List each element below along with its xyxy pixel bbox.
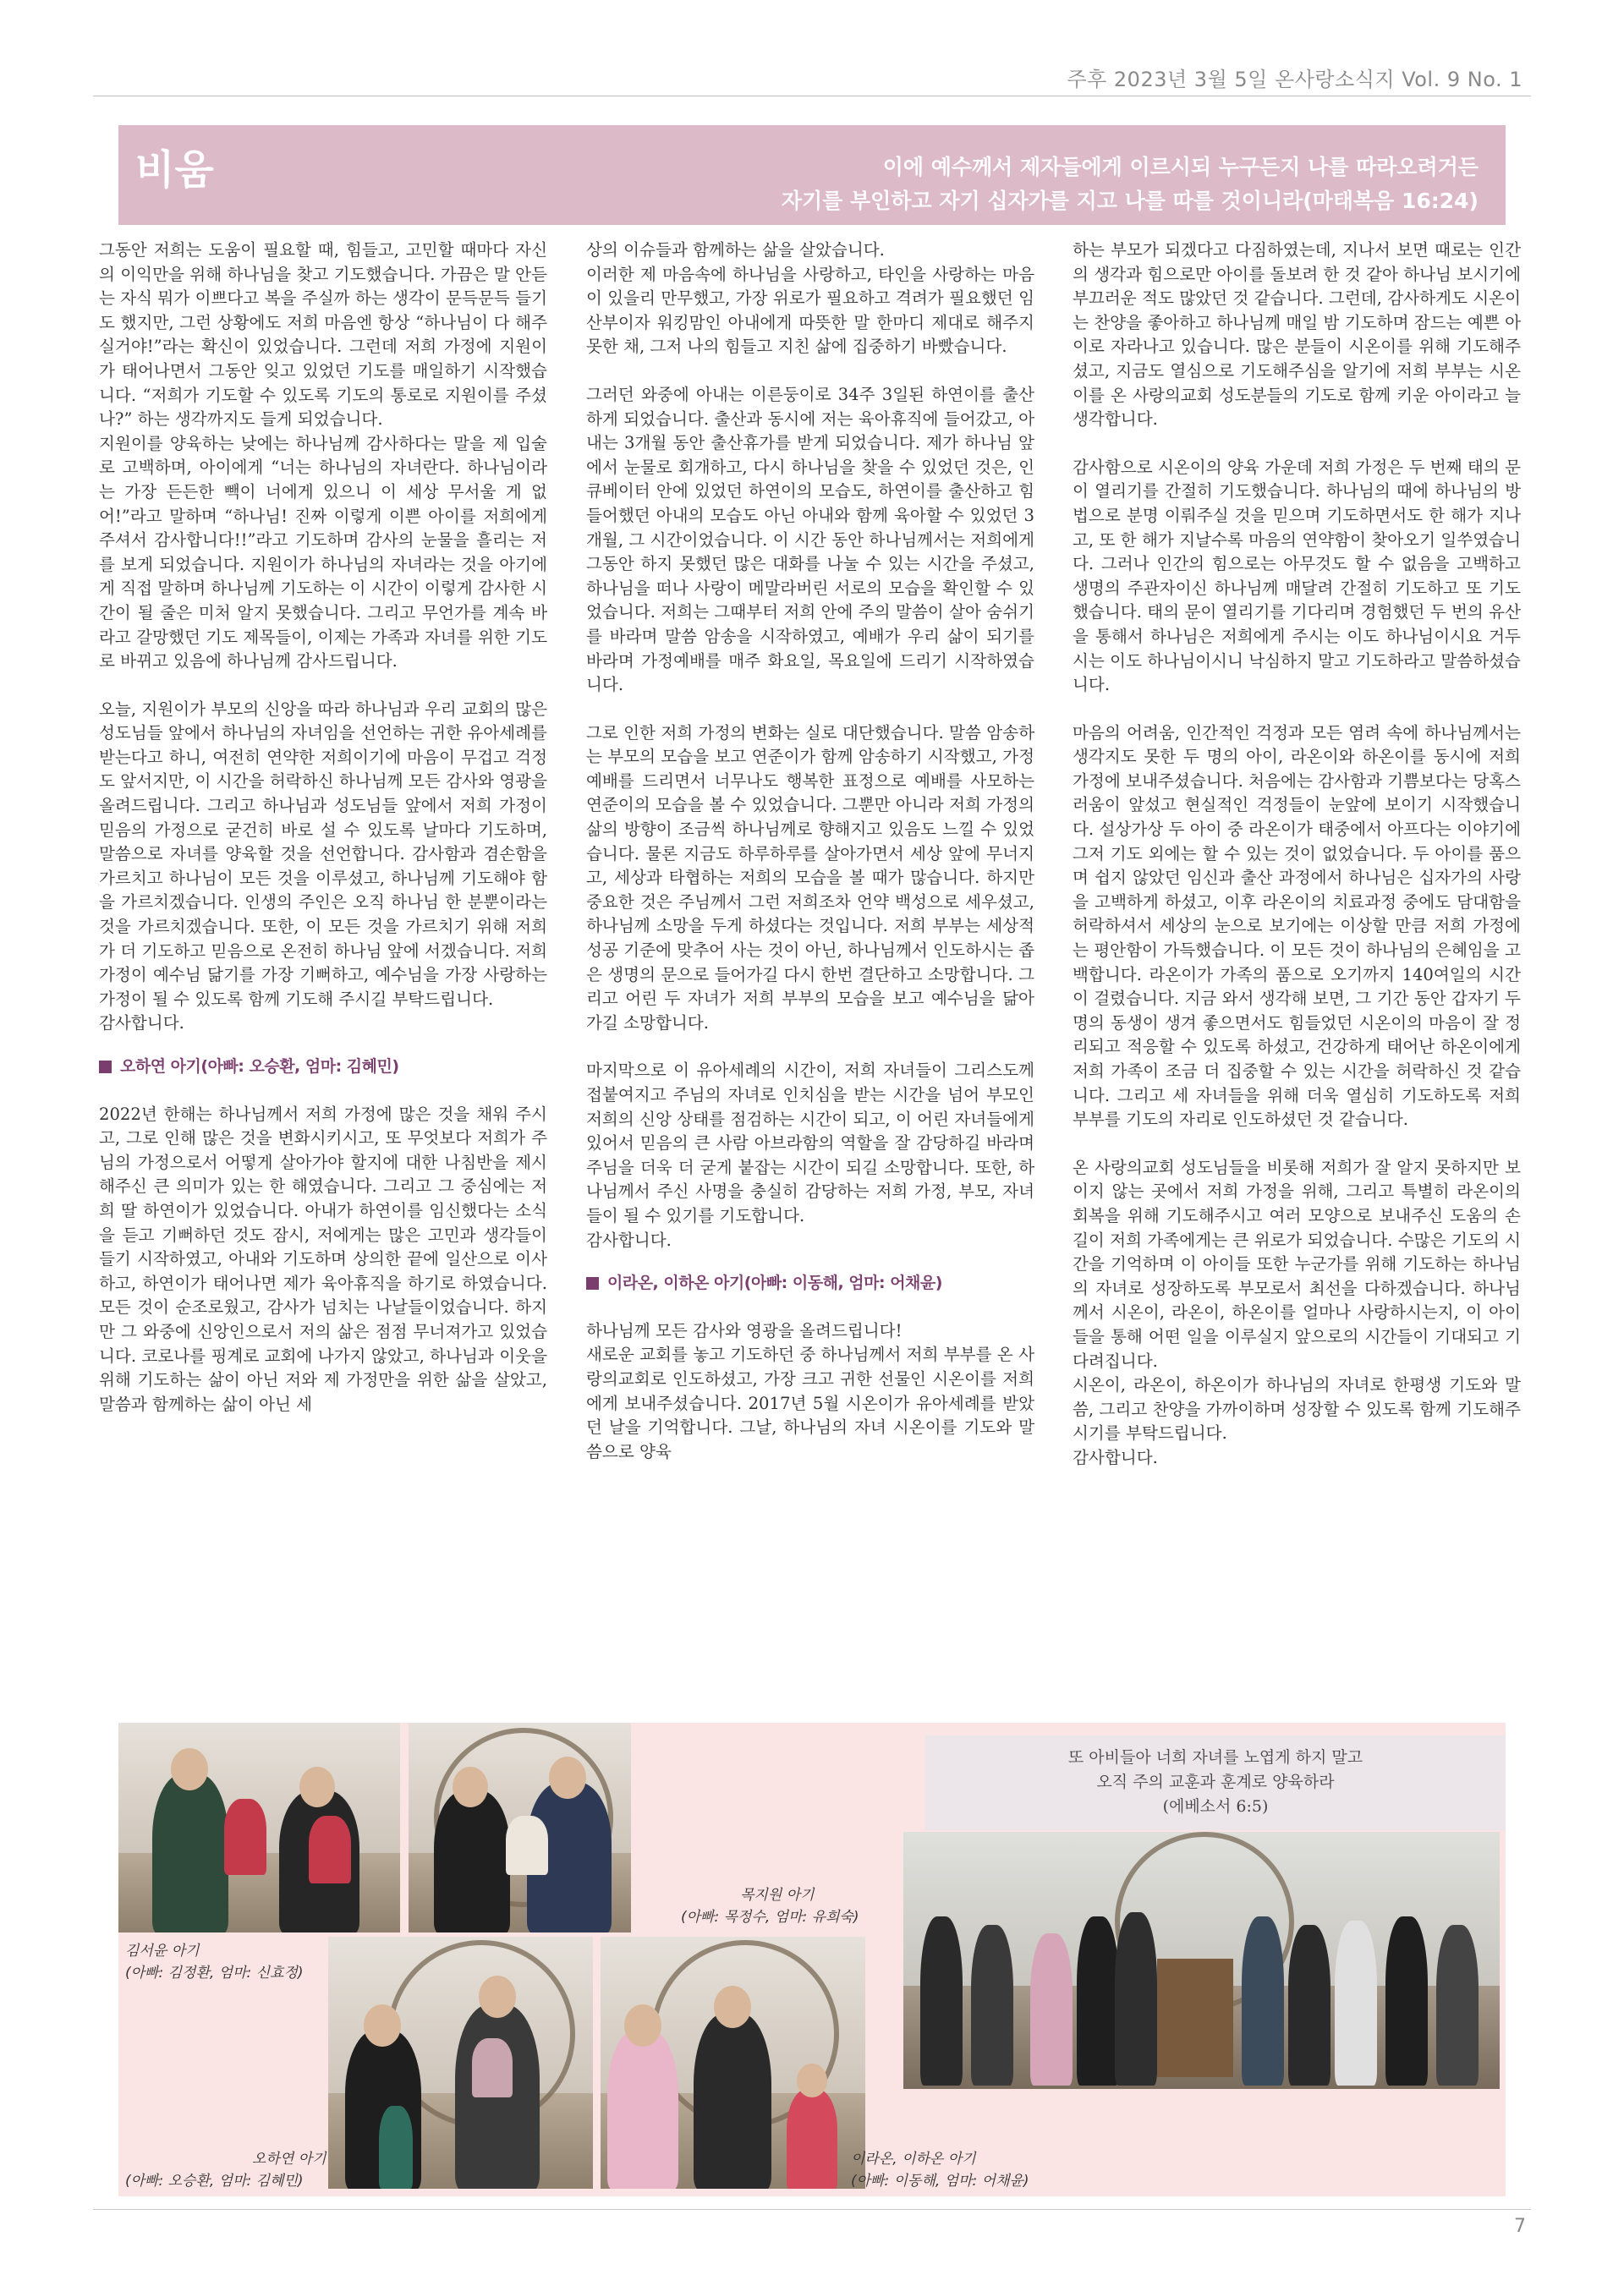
subhead-lee [586, 1271, 1034, 1296]
caption-oh-line1: 오하연 아기 [252, 2151, 326, 2168]
caption-lee-line1: 이라온, 이하온 아기 [851, 2151, 976, 2168]
paragraph: 그로 인한 저희 가정의 변화는 실로 대단했습니다. 말씀 암송하는 부모의 모습을 보고 연준이가 함께 암송하기 시작했고, 가정예배를 드리면서 너무나도 행복한 표정으로 예배를 사모하는 연준이의 모습을 볼 수 있었습니다. 그뿐만 아니라 저희 가정의 삶의 방향이 조금씩 하나님께로 향해지고 있음도 느낄 수 있었습니다. 물론 지금도 하루하루를 살아가면서 세상 앞에 무너지고, 세상과 타협하는 저희의 모습을 볼 때가 많습니다. 하지만 중요한 것은 주님께서 그런 저희조차 언약 백성으로 세우셨고, 하나님께 소망을 두게 하셨다는 것입니다. 저희 부부는 세상적 성공 기준에 맞추어 사는 것이 아닌, 하나님께서 인도하시는 좁은 생명의 문으로 들어가길 다시 한번 결단하고 소망합니다. 그리고 어린 두 자녀가 저희 부부의 모습을 보고 예수님을 닮아 가길 소망합니다. [586, 722, 1034, 1033]
caption-mok-line2: (아빠: 목정수, 엄마: 유희숙) [681, 1909, 859, 1926]
caption-lee-line2: (아빠: 이동해, 엄마: 어채윤) [851, 2173, 1029, 2190]
photo-verse-line1: 또 아비들아 너희 자녀를 노엽게 하지 말고 [1067, 1748, 1363, 1767]
paragraph: 시온이, 라온이, 하온이가 하나님의 자녀로 한평생 기도와 말씀, 그리고 찬양을 가까이하며 성장할 수 있도록 함께 기도해주시기를 부탁드립니다. [1073, 1375, 1521, 1444]
caption-kim-line1: 김서윤 아기 [125, 1943, 200, 1960]
paragraph: 그러던 와중에 아내는 이른둥이로 34주 3일된 하연이를 출산하게 되었습니다. 출산과 동시에 저는 육아휴직에 들어갔고, 아내는 3개월 동안 출산휴가를 받게 되었습니다. 제가 하나님 앞에서 눈물로 회개하고, 다시 하나님을 찾을 수 있었던 것은, 인큐베이터 안에 있었던 하연이의 모습도, 하연이를 출산하고 힘들어했던 아내의 모습도 아닌 아내와 함께 육아할 수 있었던 3개월, 그 시간이었습니다. 이 시간 동안 하나님께서는 저희에게 그동안 하지 못했던 많은 대화를 나눌 수 있는 시간을 주셨고, 하나님을 떠나 사랑이 메말라버린 서로의 모습을 확인할 수 있었습니다. 저희는 그때부터 저희 안에 주의 말씀이 살아 숨쉬기를 바라며 말씀 암송을 시작하였고, 예배가 우리 삶이 되기를 바라며 가정예배를 매주 화요일, 목요일에 드리기 시작하였습니다. [586, 384, 1034, 695]
paragraph: 감사합니다. [586, 1230, 672, 1250]
banner-verse-line1: 이에 예수께서 제자들에게 이르시되 누구든지 나를 따라오려거든 [882, 155, 1479, 179]
paragraph: 오늘, 지원이가 부모의 신앙을 따라 하나님과 우리 교회의 많은 성도님들 앞에서 하나님의 자녀임을 선언하는 귀한 유아세례를 받는다고 하니, 여전히 연약한 저희이기에 마음이 무겁고 걱정도 앞서지만, 이 시간을 허락하신 하나님께 모든 감사와 영광을 올려드립니다. 그리고 하나님과 성도님들 앞에서 저희 가정이 믿음의 가정으로 굳건히 바로 설 수 있도록 날마다 기도하며, 말씀으로 자녀를 양육할 것을 선언합니다. 감사함과 겸손함을 가르치고 하나님이 모든 것을 이루셨고, 하나님께 기도해야 함을 가르치겠습니다. 인생의 주인은 오직 하나님 한 분뿐이라는 것을 가르치겠습니다. 또한, 이 모든 것을 가르치기 위해 저희가 더 기도하고 믿음으로 온전히 하나님 앞에 서겠습니다. 저희 가정이 예수님 닮기를 가장 기뻐하고, 예수님을 가장 사랑하는 가정이 될 수 있도록 함께 기도해 주시길 부탁드립니다. [99, 699, 547, 1009]
paragraph: 상의 이슈들과 함께하는 삶을 살았습니다. [586, 240, 885, 260]
paragraph: 그동안 저희는 도움이 필요할 때, 힘들고, 고민할 때마다 자신의 이익만을 위해 하나님을 찾고 기도했습니다. 가끔은 말 안듣는 자식 뭐가 이쁘다고 복을 주실까 하는 생각이 문득문득 들기도 했지만, 그런 상황에도 저희 마음엔 항상 “하나님이 다 해주실거야!”라는 확신이 있었습니다. 그런데 저희 가정에 지원이가 태어나면서 그동안 잊고 있었던 기도를 매일하기 시작했습니다. “저희가 기도할 수 있도록 기도의 통로로 지원이를 주셨나?” 하는 생각까지도 들게 되었습니다. [99, 240, 547, 430]
newsletter-header: 주후 2023년 3월 5일 온사랑소식지 Vol. 9 No. 1 [1067, 68, 1522, 91]
paragraph: 지원이를 양육하는 낮에는 하나님께 감사하다는 말을 제 입술로 고백하며, 아이에게 “너는 하나님의 자녀란다. 하나님이라는 가장 든든한 빽이 너에게 있으니 이 세상 무서울 게 없어!”라고 말하며 “하나님! 진짜 이렇게 이쁜 아이를 저희에게 주셔서 감사합니다!!”라고 기도하며 감사의 눈물을 흘리는 저를 보게 되었습니다. 지원이가 하나님의 자녀라는 것을 아기에게 직접 말하며 하나님께 기도하는 이 시간이 이렇게 감사한 시간이 될 줄은 미처 알지 못했습니다. 그리고 무언가를 계속 바라고 갈망했던 기도 제목들이, 이제는 가족과 자녀를 위한 기도로 바뀌고 있음에 하나님께 감사드립니다. [99, 433, 547, 672]
banner-verse-line2: 자기를 부인하고 자기 십자가를 지고 나를 따를 것이니라(마태복음 16:24) [781, 189, 1479, 213]
paragraph: 감사함으로 시온이의 양육 가운데 저희 가정은 두 번째 태의 문이 열리기를 간절히 기도했습니다. 하나님의 때에 하나님의 방법으로 분명 이뤄주실 것을 믿으며 기도하면서도 한 해가 지나고, 또 한 해가 지날수록 마음의 연약함이 찾아오기 일쑤였습니다. 그러나 인간의 힘으로는 아무것도 할 수 없음을 고백하고 생명의 주관자이신 하나님께 매달려 간절히 기도하고 또 기도했습니다. 태의 문이 열리기를 기다리며 경험했던 두 번의 유산을 통해서 하나님은 저희에게 주시는 이도 하나님이시요 거두시는 이도 하나님이시니 낙심하지 말고 기도하라고 말씀하셨습니다. [1073, 457, 1521, 695]
photo-group [903, 1832, 1500, 2089]
section-banner [118, 125, 1506, 225]
photo-verse-box [925, 1735, 1506, 1830]
photo-lee-family [601, 1937, 865, 2189]
caption-mok-line1: 목지원 아기 [740, 1887, 815, 1904]
footer-rule [93, 2209, 1531, 2210]
banner-verse [782, 151, 1479, 218]
photo-verse-line3: (에베소서 6:5) [1162, 1797, 1269, 1816]
paragraph: 마지막으로 이 유아세례의 시간이, 저희 자녀들이 그리스도께 접붙여지고 주님의 자녀로 인치심을 받는 시간을 넘어 부모인 저희의 신앙 상태를 점검하는 시간이 되고, 이 어린 자녀들에게 있어서 믿음의 큰 사람 아브라함의 역할을 잘 감당하길 바라며 주님을 더욱 더 굳게 붙잡는 시간이 되길 소망합니다. 또한, 하나님께서 주신 사명을 충실히 감당하는 저희 가정, 부모, 자녀들이 될 수 있기를 기도합니다. [586, 1061, 1034, 1225]
caption-kim [125, 1940, 304, 1984]
subhead-ohayeon [99, 1055, 547, 1079]
photo-mok-family [409, 1723, 631, 1932]
photo-kim-family [118, 1723, 400, 1932]
caption-oh-line2: (아빠: 오승환, 엄마: 김혜민) [125, 2173, 304, 2190]
text-column-2 [586, 238, 1034, 1464]
paragraph: 마음의 어려움, 인간적인 걱정과 모든 염려 속에 하나님께서는 생각지도 못한 두 명의 아이, 라온이와 하온이를 동시에 저희 가정에 보내주셨습니다. 처음에는 감사함과 기쁨보다는 당혹스러움이 앞섰고 현실적인 걱정들이 눈앞에 보이기 시작했습니다. 설상가상 두 아이 중 라온이가 태중에서 아프다는 이야기에 그저 기도 외에는 할 수 있는 것이 없었습니다. 두 아이를 품으며 쉽지 않았던 임신과 출산 과정에서 하나님은 십자가의 사랑을 고백하게 하셨고, 이후 라온이의 치료과정 중에도 담대함을 허락하셔서 세상의 눈으로 보기에는 이상할 만큼 저희 가정에는 평안함이 가득했습니다. 이 모든 것이 하나님의 은혜임을 고백합니다. 라온이가 가족의 품으로 오기까지 140여일의 시간이 걸렸습니다. 지금 와서 생각해 보면, 그 기간 동안 갑자기 두 명의 동생이 생겨 좋으면서도 힘들었던 시온이의 마음이 잘 정리되고 적응할 수 있도록 하셨고, 건강하게 태어난 하온이에게 저희 가족이 조금 더 집중할 수 있는 시간을 허락하신 것 같습니다. 그리고 세 자녀들을 위해 더욱 열심히 기도하도록 저희 부부를 기도의 자리로 인도하셨던 것 같습니다. [1073, 722, 1521, 1130]
paragraph: 하나님께 모든 감사와 영광을 올려드립니다! [586, 1320, 903, 1340]
paragraph: 하는 부모가 되겠다고 다짐하였는데, 지나서 보면 때로는 인간의 생각과 힘으로만 아이를 돌보려 한 것 같아 하나님 보시기에 부끄러운 적도 많았던 것 같습니다. 그런데, 감사하게도 시온이는 찬양을 좋아하고 하나님께 매일 밤 기도하며 잠드는 예쁜 아이로 자라나고 있습니다. 많은 분들이 시온이를 위해 기도해주셨고, 지금도 열심으로 기도해주심을 알기에 저희 부부는 시온이를 온 사랑의교회 성도분들의 기도로 함께 키운 아이라고 늘 생각합니다. [1073, 240, 1521, 430]
section-title: 비움 [135, 146, 214, 194]
paragraph: 2022년 한해는 하나님께서 저희 가정에 많은 것을 채워 주시고, 그로 인해 많은 것을 변화시키시고, 또 무엇보다 저희가 주님의 가정으로서 어떻게 살아가야 할지에 대한 나침반을 제시해주신 큰 의미가 있는 한 해였습니다. 그리고 그 중심에는 저희 딸 하연이가 있었습니다. 아내가 하연이를 임신했다는 소식을 듣고 기뻐하던 것도 잠시, 저에게는 많은 고민과 생각들이 들기 시작하였고, 아내와 기도하며 상의한 끝에 일산으로 이사하고, 하연이가 태어나면 제가 육아휴직을 하기로 하였습니다. 모든 것이 순조로웠고, 감사가 넘치는 나날들이었습니다. 하지만 그 와중에 신앙인으로서 저의 삶은 점점 무너져가고 있었습니다. 코로나를 핑계로 교회에 나가지 않았고, 하나님과 이웃을 위해 기도하는 삶이 아닌 저와 제 가정만을 위한 삶을 살았고, 말씀과 함께하는 삶이 아닌 세 [99, 1104, 547, 1414]
caption-mok [681, 1884, 859, 1928]
caption-lee [851, 2148, 1029, 2192]
square-bullet-icon [99, 1061, 112, 1073]
paragraph: 감사합니다. [99, 1013, 184, 1033]
photo-oh-family [328, 1937, 593, 2189]
square-bullet-icon [586, 1277, 599, 1290]
caption-oh [125, 2148, 326, 2192]
subhead-label: 이라온, 이하온 아기(아빠: 이동해, 엄마: 어채윤) [607, 1274, 942, 1293]
text-column-3 [1073, 238, 1521, 1471]
paragraph: 온 사랑의교회 성도님들을 비롯해 저희가 잘 알지 못하지만 보이지 않는 곳에서 저희 가정을 위해, 그리고 특별히 라온이의 회복을 위해 기도해주시고 여러 모양으로 보내주신 도움의 손길이 저희 가족에게는 큰 위로가 되었습니다. 수많은 기도의 시간을 기억하며 이 아이들 또한 누군가를 위해 기도하는 하나님의 자녀로 성장하도록 부모로서 최선을 다하겠습니다. 하나님께서 시온이, 라온이, 하온이를 얼마나 사랑하시는지, 이 아이들을 통해 어떤 일을 이루실지 앞으로의 시간들이 기대되고 기다려집니다. [1073, 1157, 1521, 1371]
paragraph: 이러한 제 마음속에 하나님을 사랑하고, 타인을 사랑하는 마음이 있을리 만무했고, 가장 위로가 필요하고 격려가 필요했던 임산부이자 워킹맘인 아내에게 따뜻한 말 한마디 제대로 해주지 못한 채, 그저 나의 힘들고 지친 삶에 집중하기 바빴습니다. [586, 264, 1034, 357]
paragraph: 감사합니다. [1073, 1447, 1158, 1467]
subhead-label: 오하연 아기(아빠: 오승환, 엄마: 김혜민) [120, 1057, 399, 1076]
page-number: 7 [1514, 2216, 1526, 2237]
photo-verse-line2: 오직 주의 교훈과 훈계로 양육하라 [1096, 1773, 1335, 1791]
caption-kim-line2: (아빠: 김정환, 엄마: 신효정) [125, 1965, 304, 1982]
paragraph: 새로운 교회를 놓고 기도하던 중 하나님께서 저희 부부를 온 사랑의교회로 인도하셨고, 가장 크고 귀한 선물인 시온이를 저희에게 보내주셨습니다. 2017년 5월 시온이가 유아세례를 받았던 날을 기억합니다. 그날, 하나님의 자녀 시온이를 기도와 말씀으로 양육 [586, 1345, 1034, 1461]
text-column-1 [99, 238, 547, 1417]
